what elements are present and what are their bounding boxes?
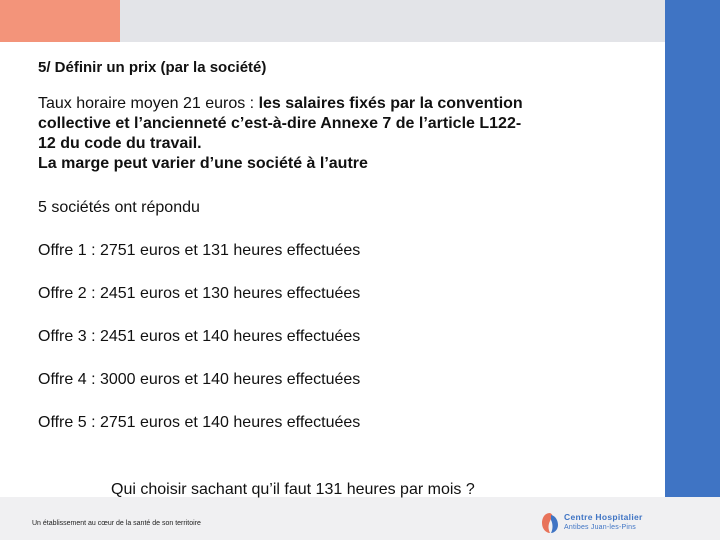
footer-tagline: Un établissement au cœur de la santé de son territoire [32, 520, 201, 527]
top-band-orange [0, 0, 120, 42]
intro-bold-line3: 12 du code du travail. [38, 135, 202, 152]
intro-bold-line4: La marge peut varier d’une société à l’autre [38, 155, 368, 172]
logo-line1: Centre Hospitalier [564, 512, 643, 522]
intro-plain: Taux horaire moyen 21 euros : [38, 95, 259, 112]
hospital-logo [540, 509, 690, 537]
slide-content [38, 58, 638, 433]
offer-2: Offre 2 : 2451 euros et 130 heures effectuées [38, 285, 361, 302]
intro-paragraph [38, 94, 638, 174]
offer-1: Offre 1 : 2751 euros et 131 heures effectuées [38, 242, 361, 259]
responses-line: 5 sociétés ont répondu [38, 199, 200, 216]
top-band-grey [120, 0, 665, 42]
offer-5: Offre 5 : 2751 euros et 140 heures effectuées [38, 414, 361, 431]
intro-bold-line2: collective et l’ancienneté c’est-à-dire Annexe 7 de l’article L122- [38, 115, 522, 132]
logo-line2: Antibes Juan-les-Pins [564, 524, 636, 531]
hospital-logo-icon [540, 511, 560, 535]
question-text: Qui choisir sachant qu’il faut 131 heures par mois ? [111, 481, 475, 498]
intro-bold-line1: les salaires fixés par la convention [258, 95, 523, 112]
slide-title: 5/ Définir un prix (par la société) [38, 59, 267, 76]
offer-3: Offre 3 : 2451 euros et 140 heures effectuées [38, 328, 361, 345]
right-band-blue [665, 0, 720, 508]
offer-4: Offre 4 : 3000 euros et 140 heures effectuées [38, 371, 361, 388]
